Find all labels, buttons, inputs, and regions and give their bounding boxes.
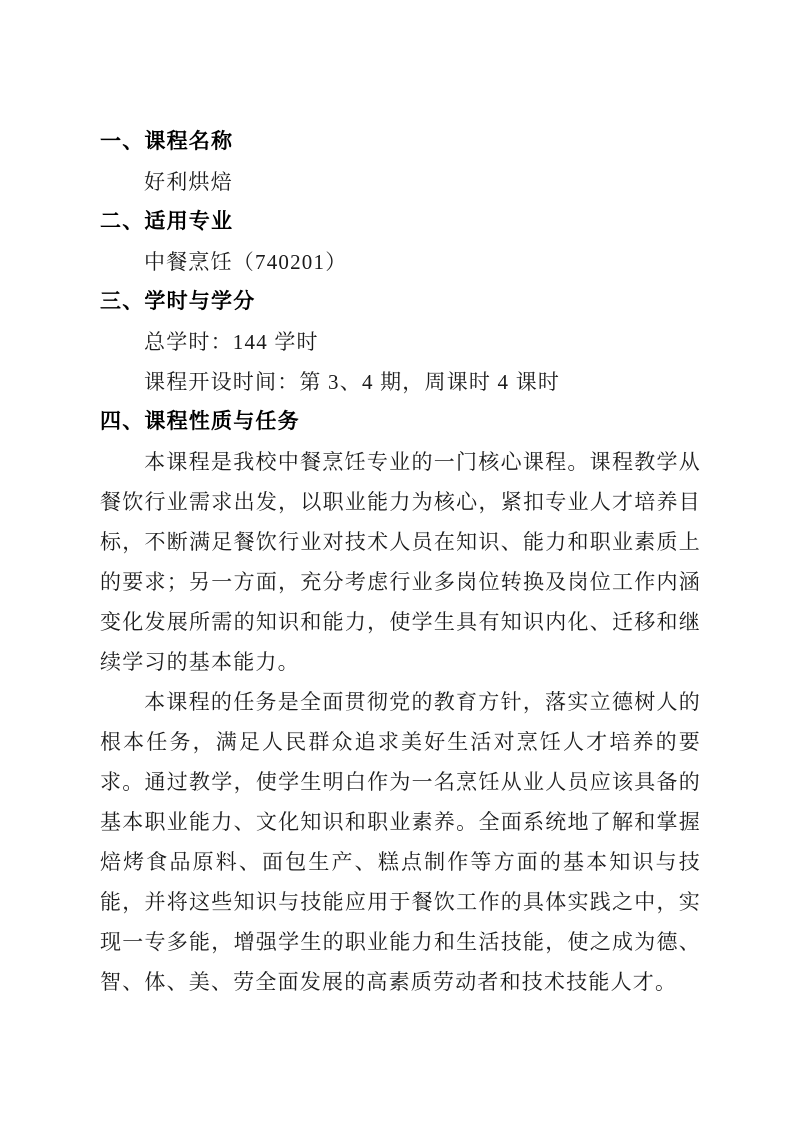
section-1-heading-course-name: 一、课程名称 bbox=[100, 130, 234, 153]
section-2-heading-applicable-major: 二、适用专业 bbox=[100, 210, 234, 233]
total-hours-line: 总学时：144 学时 bbox=[144, 330, 319, 354]
course-task-paragraph: 本课程的任务是全面贯彻党的教育方针，落实立德树人的根本任务，满足人民群众追求美好生活对烹饪人才培养的要求。通过教学，使学生明白作为一名烹饪从业人员应该具备的基本职业能力、文化知识和职业素养。全面系统地了解和掌握焙烤食品原料、面包生产、糕点制作等方面的基本知识与技能，并将这些知识与技能应用于餐饮工作的具体实践之中，实现一专多能，增强学生的职业能力和生活技能，使之成为德、智、体、美、劳全面发展的高素质劳动者和技术技能人才。 bbox=[100, 690, 701, 994]
section-3-heading-hours-credits: 三、学时与学分 bbox=[100, 290, 256, 313]
course-nature-paragraph: 本课程是我校中餐烹饪专业的一门核心课程。课程教学从餐饮行业需求出发，以职业能力为核心，紧扣专业人才培养目标，不断满足餐饮行业对技术人员在知识、能力和职业素质上的要求；另一方面，充分考虑行业多岗位转换及岗位工作内涵变化发展所需的知识和能力，使学生具有知识内化、迁移和继续学习的基本能力。 bbox=[100, 450, 701, 674]
course-name-value: 好利烘焙 bbox=[144, 170, 233, 194]
section-4-heading-nature-tasks: 四、课程性质与任务 bbox=[100, 410, 300, 433]
course-schedule-line: 课程开设时间：第 3、4 期，周课时 4 课时 bbox=[144, 370, 561, 394]
applicable-major-value: 中餐烹饪（740201） bbox=[144, 250, 348, 274]
